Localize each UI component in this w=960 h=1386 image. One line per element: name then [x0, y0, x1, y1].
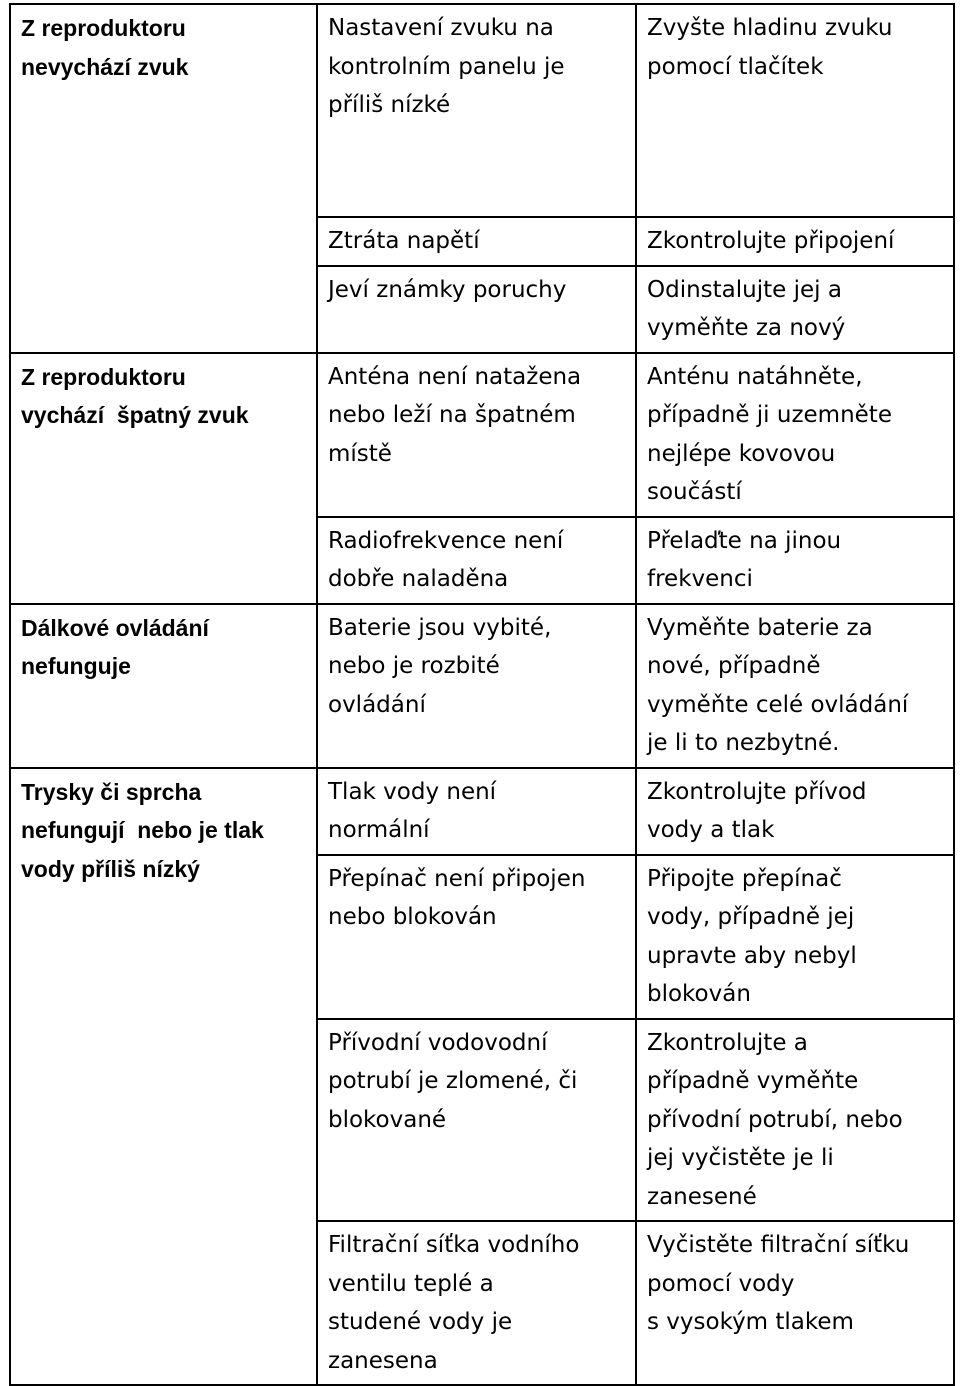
- fix-cell: [636, 604, 954, 768]
- fix-text: pomocí vody: [647, 1270, 795, 1297]
- fix-text: nové, případně: [647, 653, 821, 679]
- cause-text: Přepínač není připojen: [328, 865, 586, 892]
- cause-text: Baterie jsou vybité,: [328, 614, 552, 641]
- cause-cell: [317, 4, 636, 217]
- problem-text: vody příliš nízký: [21, 855, 200, 882]
- fix-cell: [636, 353, 954, 517]
- table-row: [10, 4, 954, 217]
- problem-cell: [10, 604, 317, 768]
- fix-text: Zkontrolujte připojení: [647, 228, 895, 254]
- cause-text: dobře naladěna: [328, 566, 509, 592]
- cause-cell: [317, 768, 636, 855]
- problem-text: Trysky či sprcha: [21, 778, 202, 805]
- fix-text: Odinstalujte jej a: [647, 276, 842, 303]
- cause-cell: [317, 353, 636, 517]
- problem-text: Z reproduktoru: [21, 15, 186, 41]
- fix-text: nejlépe kovovou: [647, 440, 836, 467]
- fix-text: jej vyčistěte je li: [647, 1145, 834, 1171]
- cause-text: příliš nízké: [328, 92, 451, 118]
- fix-text: zanesené: [647, 1183, 757, 1210]
- cause-text: zanesena: [328, 1347, 438, 1374]
- fix-cell: [636, 4, 954, 217]
- fix-text: Vyměňte baterie za: [647, 614, 873, 641]
- cause-text: potrubí je zlomené, či: [328, 1068, 578, 1094]
- cause-text: místě: [328, 440, 392, 467]
- table-row: [10, 353, 954, 517]
- problem-text: nefunguje: [21, 653, 131, 679]
- fix-text: frekvenci: [647, 566, 753, 592]
- fix-text: Zvyšte hladinu zvuku: [647, 15, 893, 41]
- fix-text: Anténu natáhněte,: [647, 363, 863, 390]
- problem-cell: [10, 768, 317, 1386]
- fix-text: je li to nezbytné.: [647, 730, 840, 756]
- cause-text: normální: [328, 817, 430, 843]
- cause-cell: [317, 217, 636, 266]
- table-row: [10, 768, 954, 855]
- fix-cell: [636, 1019, 954, 1222]
- cause-text: Nastavení zvuku na: [328, 15, 554, 41]
- cause-text: Tlak vody není: [328, 778, 497, 805]
- cause-text: Filtrační síťka vodního: [328, 1232, 580, 1258]
- table-row: [10, 604, 954, 768]
- problem-text: nevychází zvuk: [21, 53, 189, 80]
- fix-text: Přelaďte na jinou: [647, 527, 842, 554]
- problem-text: nefungují nebo je tlak: [21, 817, 264, 843]
- fix-text: případně vyměňte: [647, 1068, 859, 1094]
- cause-text: kontrolním panelu je: [328, 53, 565, 80]
- fix-cell: [636, 855, 954, 1019]
- cause-text: Ztráta napětí: [328, 228, 480, 254]
- fix-cell: [636, 1221, 954, 1385]
- cause-text: blokované: [328, 1106, 447, 1133]
- cause-text: nebo blokován: [328, 904, 497, 930]
- fix-text: vyměňte za nový: [647, 315, 846, 341]
- fix-text: Vyčistěte filtrační síťku: [647, 1232, 910, 1258]
- problem-cell: [10, 4, 317, 353]
- cause-text: nebo leží na špatném: [328, 402, 576, 428]
- fix-text: vyměňte celé ovládání: [647, 691, 909, 718]
- cause-text: ovládání: [328, 691, 426, 718]
- cause-text: Jeví známky poruchy: [328, 276, 567, 303]
- cause-cell: [317, 604, 636, 768]
- cause-cell: [317, 517, 636, 604]
- fix-text: pomocí tlačítek: [647, 53, 824, 80]
- fix-text: přívodní potrubí, nebo: [647, 1106, 903, 1133]
- fix-text: vody a tlak: [647, 817, 775, 843]
- fix-text: vody, případně jej: [647, 904, 855, 930]
- cause-text: Přívodní vodovodní: [328, 1029, 548, 1056]
- cause-cell: [317, 855, 636, 1019]
- cause-cell: [317, 266, 636, 353]
- fix-text: Zkontrolujte přívod: [647, 778, 867, 805]
- cause-cell: [317, 1019, 636, 1222]
- problem-text: Dálkové ovládání: [21, 614, 209, 641]
- fix-text: Připojte přepínač: [647, 865, 842, 892]
- cause-cell: [317, 1221, 636, 1385]
- troubleshooting-table: [9, 3, 955, 1386]
- fix-text: blokován: [647, 981, 751, 1007]
- fix-text: případně ji uzemněte: [647, 402, 892, 428]
- cause-text: ventilu teplé a: [328, 1270, 494, 1297]
- fix-text: s vysokým tlakem: [647, 1309, 854, 1335]
- fix-cell: [636, 768, 954, 855]
- fix-text: upravte aby nebyl: [647, 942, 857, 969]
- cause-text: Radiofrekvence není: [328, 527, 564, 554]
- problem-cell: [10, 353, 317, 604]
- cause-text: nebo je rozbité: [328, 653, 500, 679]
- fix-cell: [636, 517, 954, 604]
- fix-text: součástí: [647, 479, 742, 505]
- problem-text: Z reproduktoru: [21, 363, 186, 390]
- cause-text: studené vody je: [328, 1309, 513, 1335]
- fix-cell: [636, 266, 954, 353]
- cause-text: Anténa není natažena: [328, 363, 582, 390]
- fix-cell: [636, 217, 954, 266]
- fix-text: Zkontrolujte a: [647, 1029, 808, 1056]
- problem-text: vychází špatný zvuk: [21, 402, 249, 428]
